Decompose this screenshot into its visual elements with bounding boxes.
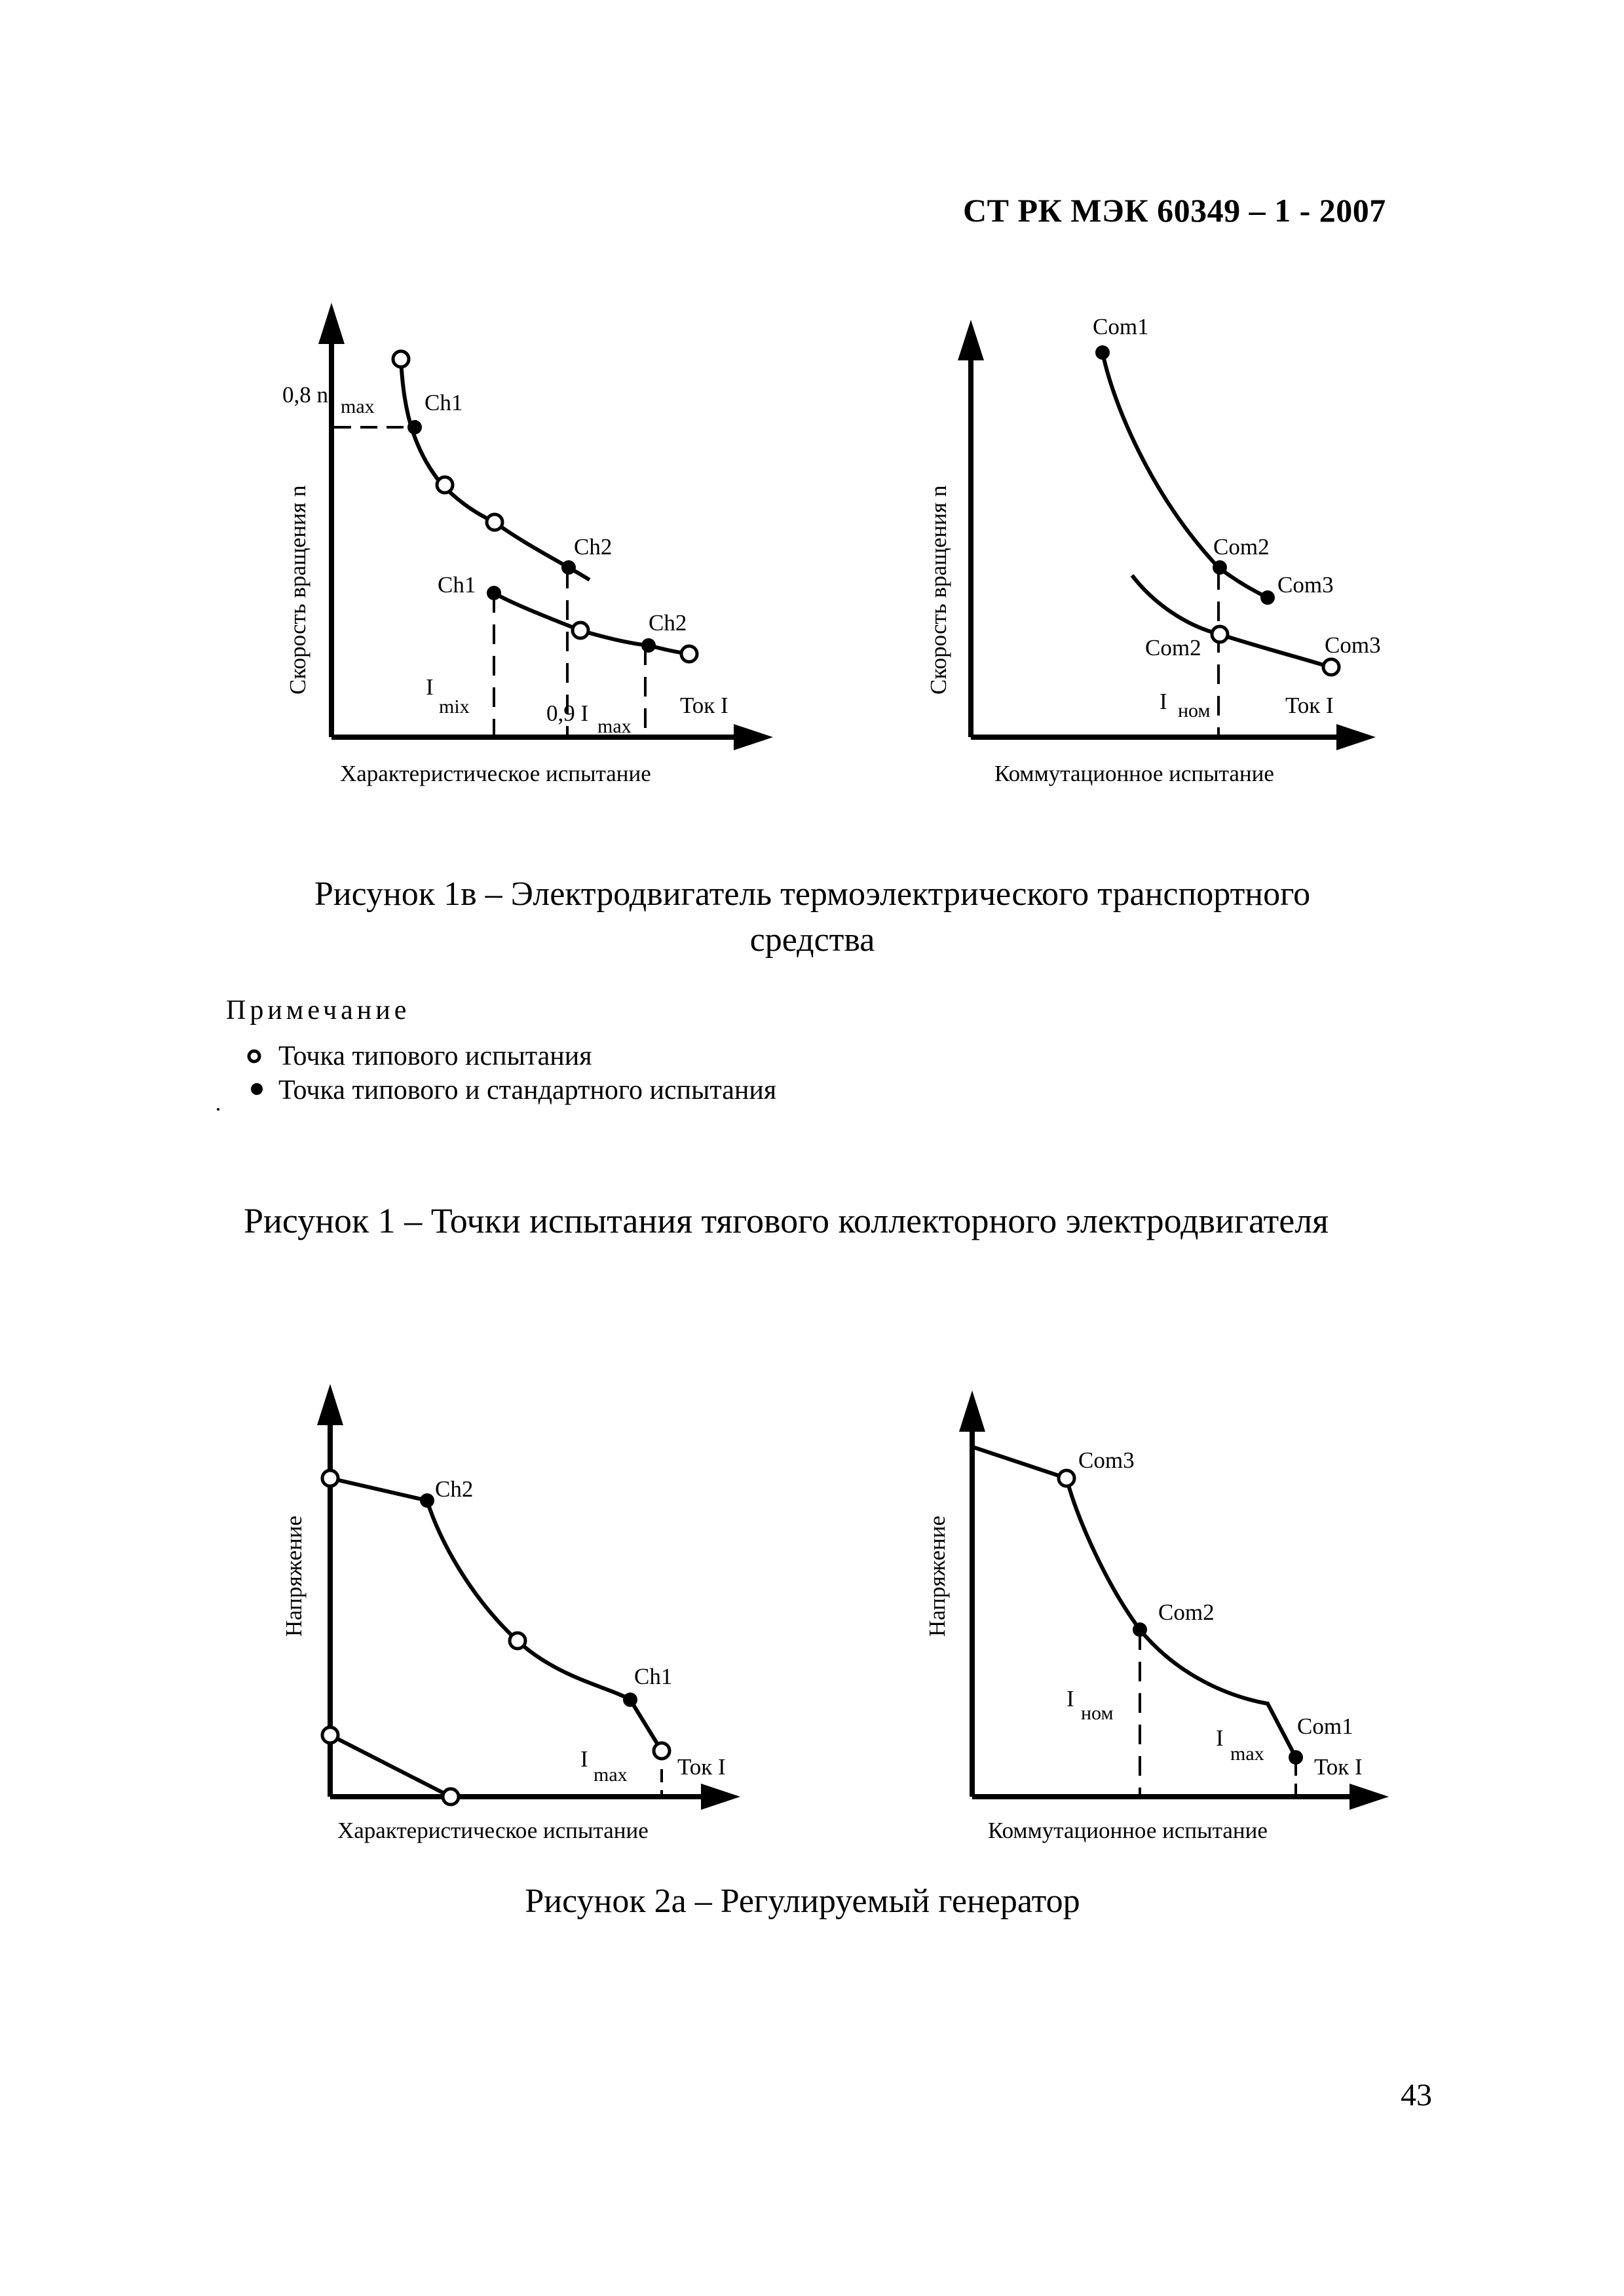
open-point <box>443 1789 459 1805</box>
label-ch2: Ch2 <box>435 1476 474 1502</box>
y-axis-label: Напряжение <box>281 1516 307 1637</box>
figure-1v-caption-line1: Рисунок 1в – Электродвигатель термоэлектрического транспортного <box>314 875 1311 913</box>
label-com1: Com1 <box>1297 1713 1353 1739</box>
label-imax-sub: max <box>1230 1743 1264 1765</box>
stray-dot <box>217 1108 219 1111</box>
open-point <box>510 1633 525 1649</box>
x-axis-arrow <box>734 724 773 750</box>
filled-point-com3-upper <box>1260 590 1275 605</box>
filled-point-com2-upper <box>1213 560 1227 575</box>
label-imix: I <box>426 674 434 700</box>
label-com3-upper: Com3 <box>1277 572 1334 598</box>
figure-1v-left-labels <box>282 382 728 786</box>
label-com1: Com1 <box>1093 314 1149 339</box>
x-axis-arrow <box>701 1784 740 1810</box>
open-point <box>437 477 453 493</box>
label-08n: 0,8 n <box>282 382 328 408</box>
filled-point-ch2-lower <box>641 638 656 653</box>
figure-1-caption: Рисунок 1 – Точки испытания тягового коллекторного электродвигателя <box>243 1201 1329 1240</box>
filled-point-ch1-lower <box>487 586 501 600</box>
note-item-open: Точка типового испытания <box>278 1041 592 1071</box>
label-08n-sub: max <box>341 396 375 417</box>
y-axis-label: Напряжение <box>924 1516 950 1637</box>
x-axis-label: Ток I <box>1314 1754 1363 1780</box>
open-point-com2-lower <box>1212 626 1228 642</box>
x-axis-arrow <box>1350 1784 1389 1810</box>
open-point <box>654 1743 670 1759</box>
figure-1v-right-chart <box>958 320 1376 750</box>
chart-caption: Коммутационное испытание <box>988 1818 1268 1843</box>
label-inom-sub: ном <box>1081 1702 1114 1724</box>
x-axis-arrow <box>1336 724 1376 750</box>
figure-1v-left-chart <box>318 303 773 750</box>
figure-2a-left-chart <box>317 1384 740 1810</box>
chart-caption: Характеристическое испытание <box>337 1818 649 1843</box>
x-axis-label: Ток I <box>677 1754 726 1780</box>
y-axis-arrow <box>959 1390 985 1432</box>
curve <box>972 1447 1296 1757</box>
open-point <box>681 646 697 662</box>
open-point <box>487 514 502 530</box>
label-ch1: Ch1 <box>634 1664 673 1689</box>
open-point <box>322 1470 338 1486</box>
label-ch2-lower: Ch2 <box>649 610 687 636</box>
lower-line <box>330 1735 451 1797</box>
upper-curve <box>330 1478 662 1751</box>
label-imax: I <box>1216 1725 1224 1751</box>
y-axis-arrow <box>958 320 984 360</box>
document-id: СТ РК МЭК 60349 – 1 - 2007 <box>963 192 1386 229</box>
chart-caption: Характеристическое испытание <box>340 761 651 786</box>
label-ch2-upper: Ch2 <box>574 534 613 560</box>
x-axis-label: Ток I <box>1285 693 1334 718</box>
open-point-com3 <box>1059 1470 1074 1486</box>
label-inom: I <box>1067 1686 1074 1712</box>
y-axis-label: Скорость вращения n <box>926 485 951 695</box>
label-imix-sub: mix <box>439 696 470 718</box>
label-09imax: 0,9 I <box>546 700 589 726</box>
chart-caption: Коммутационное испытание <box>994 761 1274 786</box>
filled-point-com1 <box>1289 1750 1303 1765</box>
open-point <box>322 1727 338 1743</box>
label-ch1-lower: Ch1 <box>438 572 476 598</box>
label-com2-upper: Com2 <box>1213 534 1270 560</box>
filled-point-ch2-upper <box>561 560 576 575</box>
label-com2: Com2 <box>1158 1599 1215 1625</box>
label-inom: I <box>1160 689 1167 714</box>
x-axis-label: Ток I <box>680 693 728 718</box>
open-point <box>393 351 409 367</box>
filled-point-ch1-upper <box>407 420 422 434</box>
open-point <box>573 622 588 638</box>
page-number: 43 <box>1401 2078 1432 2113</box>
y-axis-label: Скорость вращения n <box>285 485 311 695</box>
filled-point-ch2 <box>420 1493 434 1508</box>
open-point-com3-lower <box>1323 659 1339 675</box>
label-com3: Com3 <box>1078 1447 1135 1473</box>
note-title: Примечание <box>226 995 411 1025</box>
note-item-filled: Точка типового и стандартного испытания <box>278 1075 777 1105</box>
figure-2a-caption: Рисунок 2а – Регулируемый генератор <box>525 1883 1080 1920</box>
label-imax-sub: max <box>594 1764 628 1786</box>
label-com2-lower: Com2 <box>1145 635 1201 660</box>
label-09imax-sub: max <box>597 716 632 737</box>
y-axis-arrow <box>318 303 345 344</box>
y-axis-arrow <box>317 1384 343 1425</box>
filled-point-ch1 <box>623 1693 637 1707</box>
figure-1v-caption-line2: средства <box>749 921 875 959</box>
filled-point-com2 <box>1133 1622 1147 1637</box>
figure-2a-left-labels <box>281 1476 726 1843</box>
upper-curve <box>1103 353 1268 598</box>
legend-open-point-icon <box>249 1051 259 1062</box>
label-com3-lower: Com3 <box>1325 632 1381 658</box>
legend-filled-point-icon <box>251 1083 263 1095</box>
label-imax: I <box>580 1746 588 1772</box>
label-inom-sub: ном <box>1178 700 1211 721</box>
label-ch1-upper: Ch1 <box>425 390 463 415</box>
figure-1v-right-labels <box>926 314 1381 786</box>
filled-point-com1 <box>1095 345 1110 360</box>
